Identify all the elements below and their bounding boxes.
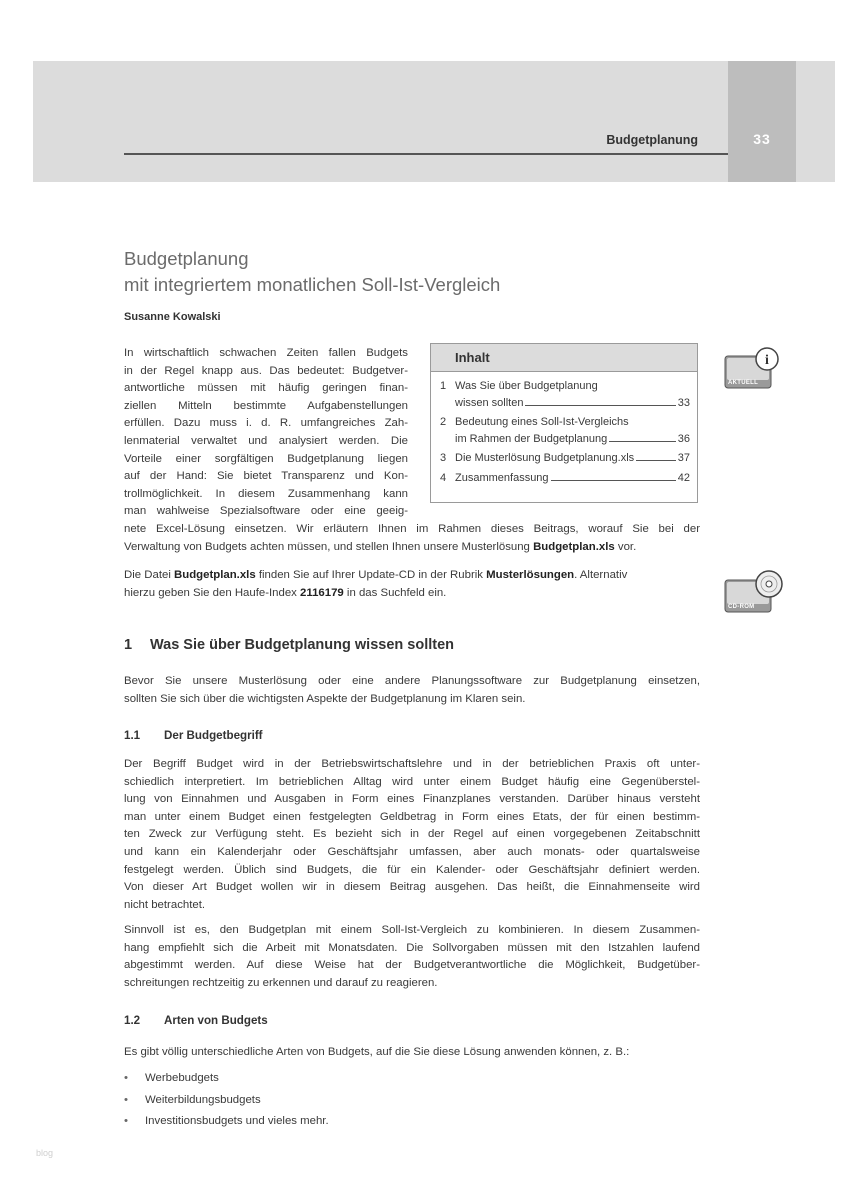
bullet-icon: • [124,1072,128,1084]
toc-page: 37 [677,452,690,464]
cd-rom-label: CD-ROM [728,604,755,610]
header-rule [124,153,728,155]
budget-types-list [124,1068,329,1133]
article-title-line1: Budgetplanung [124,248,249,269]
svg-text:i: i [765,353,769,368]
section-heading-1: 1 Was Sie über Budgetplanung wissen sollten [124,637,455,653]
toc-leader [636,452,676,461]
intro-line: trollmöglichkeit. In diesem Zusammenhang kann [124,487,408,500]
intro-line: nete Excel-Lösung einsetzen. Wir erläutern Ihnen im Rahmen dieses Beitrags, worauf Sie bei der [124,523,700,535]
toc-page: 33 [677,396,690,409]
intro-line: in der Regel knapp aus. Das bedeutet: Budgetver- [124,364,408,377]
toc-item[interactable]: 3 Die Musterlösung Budgetplanung.xls 37 [440,450,690,467]
article-title [124,246,764,298]
section1-paragraph: Bevor Sie unsere Musterlösung oder eine andere Planungssoftware zur Budgetplanung einsetzen, sollten Sie sich über die wichtigsten Aspekte der Budgetplanung im Klaren sein. [124,675,700,705]
toc-leader [609,433,675,442]
page-number-tab [728,61,796,182]
toc-box [430,343,698,503]
intro-line: man wahlweise Spezialsoftware oder eine geeig- [124,505,408,518]
article-title-line2: mit integriertem monatlichen Soll-Ist-Vergleich [124,274,501,295]
section1-1-paragraph1: Der Begriff Budget wird in der Betriebswirtschaftslehre und in der betrieblichen Praxis oft unter- schiedlich interpretiert. Im betrieblichen Alltag wird unter einem Budget häufig eine Gegenüberstel- lung von Einnahmen und Ausgaben in Form eines Finanzplanes verstanden. Darüber hinaus versteht man unter einem Budget einen festgelegten Geldbetrag in Form eines Etats, der für einen bestimm- ten Zweck zur Verfügung steht. Es bezieht sich in der Regel auf einen vorgegebenen Zeitabschnitt und kann ein Kalenderjahr oder Geschäftsjahr umfassen, aber auch monats- oder quartalsweise festgelegt werden. Üblich sind Budgets, die für ein Kalender- oder Geschäftsjahr definiert werden. Von dieser Art Budget wollen wir in diesem Beitrag ausgehen. Das heißt, die Einnahmenseite wird nicht betrachtet. [124,758,700,911]
list-item: • Werbebudgets [124,1068,329,1090]
section1-2-intro: Es gibt völlig unterschiedliche Arten von Budgets, auf die Sie diese Lösung anwenden können, z. B.: [124,1046,630,1058]
author-name: Susanne Kowalski [124,311,221,323]
toc-page: 36 [677,432,690,445]
toc-heading: Inhalt [431,344,697,372]
toc-item[interactable]: 4 Zusammenfassung 42 [440,470,690,487]
cd-note-line: Die Datei Budgetplan.xls finden Sie auf Ihrer Update-CD in der Rubrik Musterlösungen. Alternativ [124,569,628,581]
toc-leader [525,397,675,406]
intro-line: ziellen Mitteln bestimmte Aufgabenstellungen [124,399,408,412]
intro-line: auf der Hand: Sie bietet Transparenz und Kon- [124,470,408,483]
toc-list [440,378,690,489]
list-item: • Investitionsbudgets und vieles mehr. [124,1111,329,1133]
toc-item[interactable]: 1 Was Sie über Budgetplanung wissen sollten 33 [440,378,690,411]
intro-paragraph [124,345,408,521]
aktuell-label: AKTUELL [728,380,759,386]
toc-leader [551,472,676,481]
bullet-icon: • [124,1115,128,1127]
cd-rom-icon [724,570,786,614]
section1-1-paragraph2: Sinnvoll ist es, den Budgetplan mit einem Soll-Ist-Vergleich zu kombinieren. In diesem Zusammen- hang empfiehlt sich die Arbeit mit Monatsdaten. Die Sollvorgaben müssen mit den Istzahlen laufend abgestimmt werden. Auf diese Weise hat der Budgetverantwortliche die Möglichkeit, Budgetüber- schreitungen rechtzeitig zu erkennen und darauf zu reagieren. [124,924,700,989]
toc-item[interactable]: 2 Bedeutung eines Soll-Ist-Vergleichs im Rahmen der Budgetplanung 36 [440,414,690,447]
watermark: blog [36,1148,54,1158]
aktuell-info-icon [724,346,786,390]
cd-note [124,567,700,602]
toc-page: 42 [677,471,690,484]
running-title: Budgetplanung [606,133,698,147]
cd-note-line: hierzu geben Sie den Haufe-Index 2116179 in das Suchfeld ein. [124,586,447,599]
header-band [33,61,835,182]
intro-line: erfüllen. Dazu muss i. d. R. umfangreiches Zah- [124,417,408,430]
intro-line: Vorteile einer sorgfältigen Budgetplanung liegen [124,452,408,465]
intro-line: antwortliche müssen mit häufig geringen finan- [124,382,408,395]
list-item: • Weiterbildungsbudgets [124,1090,329,1112]
intro-paragraph-full [124,521,700,556]
section-heading-1-2: 1.2 Arten von Budgets [124,1014,268,1027]
intro-line: Verwaltung von Budgets achten müssen, und stellen Ihnen unsere Musterlösung Budgetplan.xls vor. [124,540,637,553]
bullet-icon: • [124,1093,128,1106]
intro-line: In wirtschaftlich schwachen Zeiten fallen Budgets [124,347,408,359]
page-number: 33 [753,131,771,147]
haufe-index: 2116179 [300,586,344,599]
file-name-budgetplan: Budgetplan.xls [533,540,615,553]
section-heading-1-1: 1.1 Der Budgetbegriff [124,729,263,742]
intro-line: lenmaterial verwaltet und analysiert werden. Die [124,434,408,447]
